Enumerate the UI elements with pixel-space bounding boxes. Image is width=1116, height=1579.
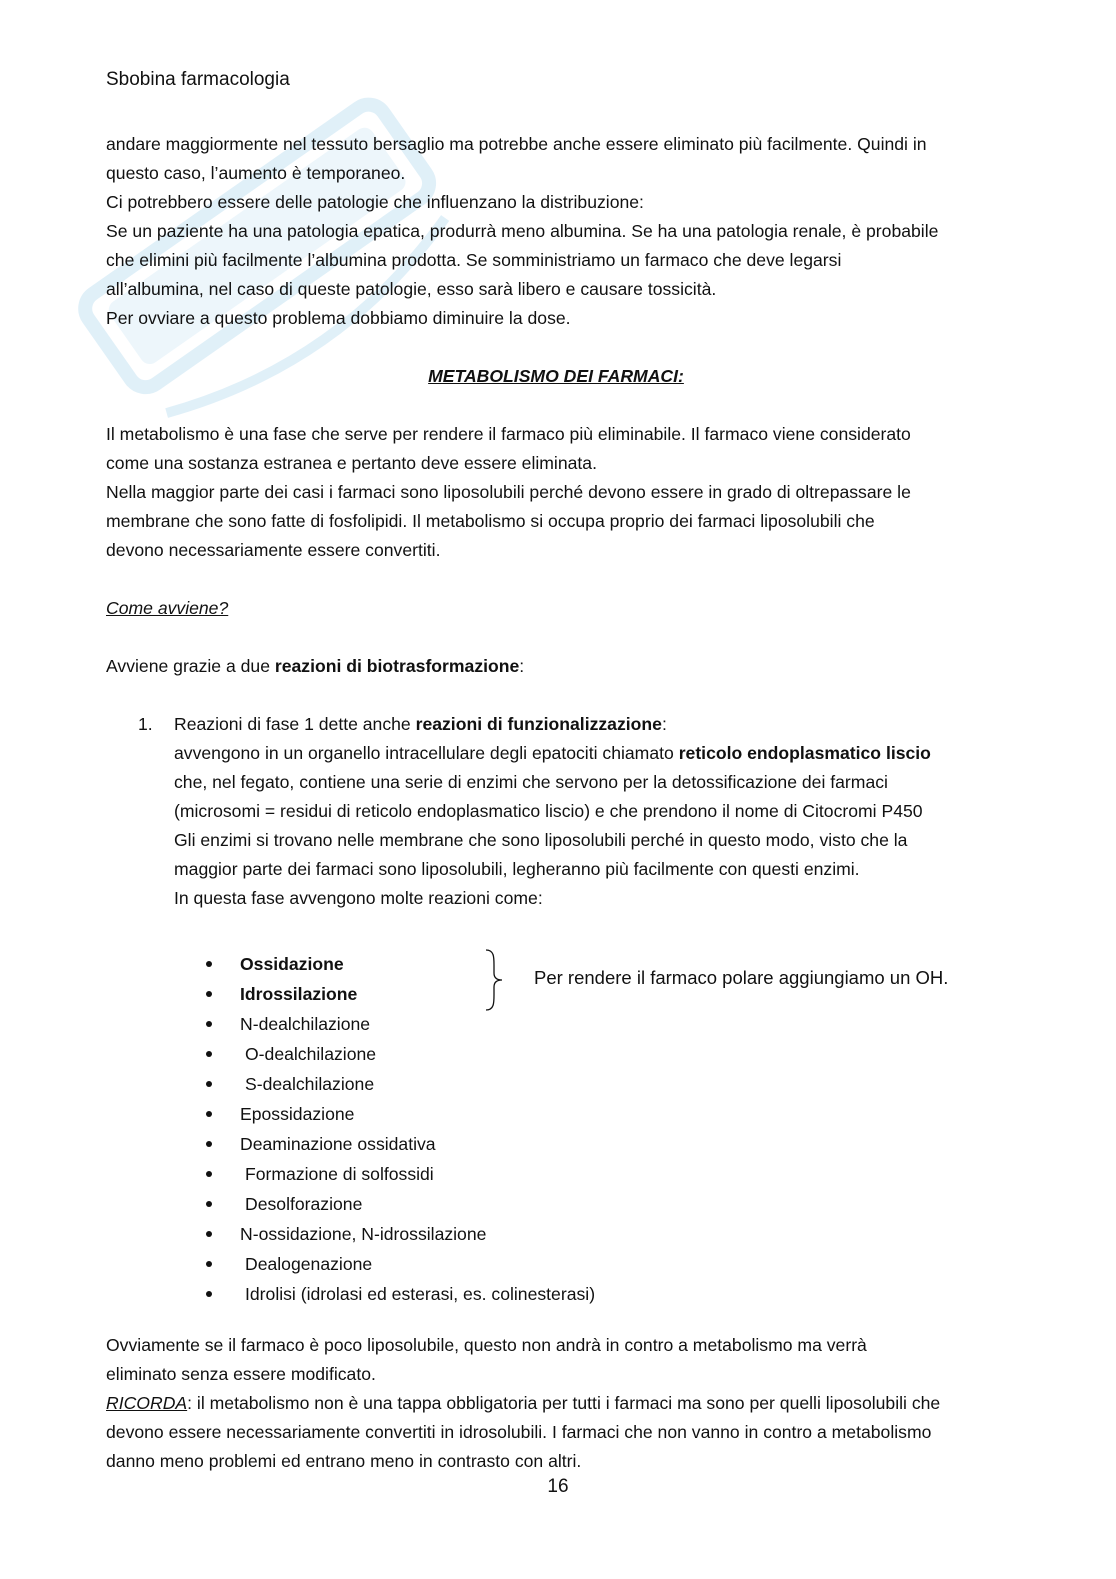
curly-brace-icon bbox=[484, 949, 504, 1011]
reactions-list bbox=[206, 949, 1006, 1309]
metabolism-line: Nella maggior parte dei casi i farmaci sono liposolubili perché devono essere in grado di oltrepassare le bbox=[106, 482, 911, 502]
ricorda-label: RICORDA bbox=[106, 1393, 188, 1413]
list-item: N-ossidazione, N-idrossilazione bbox=[206, 1219, 1006, 1249]
page-number: 16 bbox=[547, 1476, 569, 1497]
phase1-line: Reazioni di fase 1 dette anche reazioni di funzionalizzazione: bbox=[174, 714, 667, 734]
intro-line: andare maggiormente nel tessuto bersaglio ma potrebbe anche essere eliminato più facilmente. Quindi in bbox=[106, 134, 927, 154]
list-item: Formazione di solfossidi bbox=[206, 1159, 1006, 1189]
document-body bbox=[106, 130, 1006, 1476]
list-number: 1. bbox=[138, 714, 153, 734]
intro-line: all’albumina, nel caso di queste patologie, esso sarà libero e causare tossicità. bbox=[106, 279, 717, 299]
phase1-line: (microsomi = residui di reticolo endoplasmatico liscio) e che prendono il nome di Citocromi P450 bbox=[174, 801, 923, 821]
metabolism-line: devono necessariamente essere convertiti. bbox=[106, 540, 441, 560]
intro-line: Per ovviare a questo problema dobbiamo diminuire la dose. bbox=[106, 308, 571, 328]
list-item: Epossidazione bbox=[206, 1099, 1006, 1129]
list-item: N-dealchilazione bbox=[206, 1009, 1006, 1039]
closing-line: eliminato senza essere modificato. bbox=[106, 1364, 376, 1384]
metabolism-line: Il metabolismo è una fase che serve per rendere il farmaco più eliminabile. Il farmaco viene considerato bbox=[106, 424, 911, 444]
list-item: Desolforazione bbox=[206, 1189, 1006, 1219]
page-header: Sbobina farmacologia bbox=[106, 69, 290, 90]
list-item: Ossidazione bbox=[206, 949, 1006, 979]
list-item: Idrolisi (idrolasi ed esterasi, es. colinesterasi) bbox=[206, 1279, 1006, 1309]
closing-line: danno meno problemi ed entrano meno in contrasto con altri. bbox=[106, 1451, 582, 1471]
avviene-line: Avviene grazie a due reazioni di biotrasformazione: bbox=[106, 656, 525, 676]
phase1-line: In questa fase avvengono molte reazioni come: bbox=[174, 888, 543, 908]
intro-line: Ci potrebbero essere delle patologie che influenzano la distribuzione: bbox=[106, 192, 644, 212]
list-item: Dealogenazione bbox=[206, 1249, 1006, 1279]
metabolism-line: come una sostanza estranea e pertanto deve essere eliminata. bbox=[106, 453, 597, 473]
phase1-line: che, nel fegato, contiene una serie di enzimi che servono per la detossificazione dei farmaci bbox=[174, 772, 888, 792]
section-heading: METABOLISMO DEI FARMACI: bbox=[428, 366, 684, 386]
closing-line: Ovviamente se il farmaco è poco liposolubile, questo non andrà in contro a metabolismo ma verrà bbox=[106, 1335, 867, 1355]
closing-line: devono essere necessariamente convertiti in idrosolubili. I farmaci che non vanno in contro a metabolismo bbox=[106, 1422, 932, 1442]
metabolism-line: membrane che sono fatte di fosfolipidi. Il metabolismo si occupa proprio dei farmaci liposolubili che bbox=[106, 511, 875, 531]
intro-line: questo caso, l’aumento è temporaneo. bbox=[106, 163, 406, 183]
phase1-line: Gli enzimi si trovano nelle membrane che sono liposolubili perché in questo modo, visto che la bbox=[174, 830, 908, 850]
phase1-line: maggior parte dei farmaci sono liposolubili, legheranno più facilmente con questi enzimi. bbox=[174, 859, 860, 879]
list-item: S-dealchilazione bbox=[206, 1069, 1006, 1099]
subheading: Come avviene? bbox=[106, 598, 229, 618]
list-item: O-dealchilazione bbox=[206, 1039, 1006, 1069]
intro-line: che elimini più facilmente l’albumina prodotta. Se somministriamo un farmaco che deve legarsi bbox=[106, 250, 842, 270]
list-item: Deaminazione ossidativa bbox=[206, 1129, 1006, 1159]
phase1-item bbox=[138, 710, 1006, 913]
intro-line: Se un paziente ha una patologia epatica, produrrà meno albumina. Se ha una patologia renale, è probabile bbox=[106, 221, 939, 241]
phase1-line: avvengono in un organello intracellulare degli epatociti chiamato reticolo endoplasmatico liscio bbox=[174, 743, 931, 763]
brace-note: Per rendere il farmaco polare aggiungiamo un OH. bbox=[534, 967, 949, 988]
ricorda-line: RICORDA: il metabolismo non è una tappa obbligatoria per tutti i farmaci ma sono per quelli liposolubili che bbox=[106, 1393, 941, 1413]
list-item: Idrossilazione bbox=[206, 979, 1006, 1009]
